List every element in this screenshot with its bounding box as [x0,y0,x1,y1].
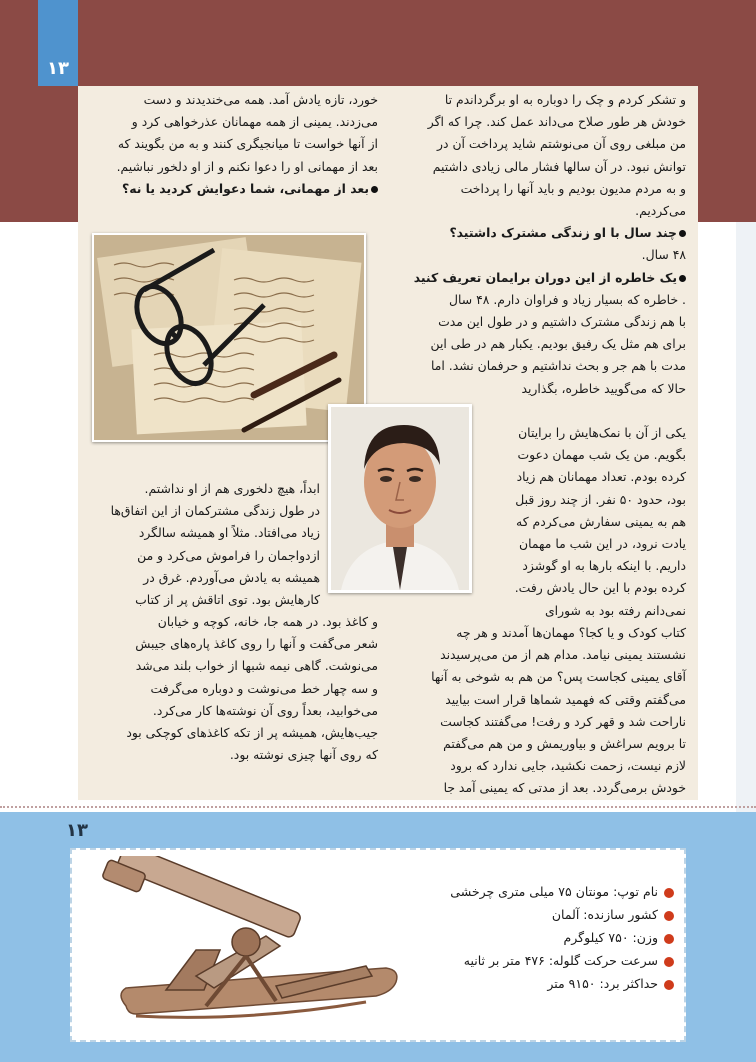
left-column-bottom [84,611,378,766]
text-line: و کاغذ بود. در همه جا، خانه، کوچه و خیابان [157,614,378,629]
left-column-mid [88,478,320,611]
text-line: یکی از آن با نمک‌هایش را برایتان [518,425,686,440]
text-line: می‌کردیم. [635,203,686,219]
spec-item [404,926,674,949]
text-line: جیب‌هایش، همیشه پر از تکه کاغذهای کوچکی بود [126,725,378,741]
left-column-top [84,89,378,200]
orange-circle-icon [664,911,674,921]
text-line: حالا که می‌گویید خاطره، بگذارید [521,380,686,396]
portrait-illustration [331,407,469,590]
right-column-bottom [392,622,686,800]
spec-item [404,972,674,995]
text-line: داریم. با اینکه بارها به او گوشزد [522,558,686,574]
question-2 [392,267,686,289]
page-number-bottom: ۱۳ [66,820,88,841]
text-line: یادت نرود، در این شب ما مهمان [519,536,686,552]
question-1 [392,222,686,244]
text-line: می‌گفتم وقتی که فهمید شماها قرار است بیایید [445,691,686,707]
text-line: در طول زندگی مشترکمان از این اتفاق‌ها [110,503,320,519]
spec-item [404,949,674,972]
text-line: بگویم. من یک شب مهمان دعوت [517,447,686,463]
right-edge-strip [736,222,756,822]
section-divider [0,806,756,808]
bullet-icon [679,275,686,282]
text-line: کارهایش بود. توی اتاقش پر از کتاب [135,592,320,608]
answer-1: ۴۸ سال. [641,247,686,263]
page-number-top: ۱۳ [47,58,69,79]
right-column-top [392,89,686,400]
text-line: می‌نوشت. گاهی نیمه شبها از خواب بلند می‌شد [135,658,378,674]
text-line: خودش هر طور صلاح می‌داند عمل کند. چرا که اگر [427,114,686,130]
text-line: توانش نبود. در آن سالها فشار مالی زیادی داشتیم [432,158,686,174]
text-line: می‌خوابید، بعداً روی آن نوشته‌ها کار می‌کرد. [152,702,378,718]
text-line: شعر می‌گفت و آنها را روی کاغذ پاره‌های جیبش [135,636,378,652]
text-line: و سه چهار خط می‌نوشت و دوباره می‌گرفت [150,680,378,696]
spec-text: حداکثر برد: ۹۱۵۰ متر [547,976,658,991]
text-line: ازدواجمان را فراموش می‌کرد و من [137,547,320,563]
orange-circle-icon [664,888,674,898]
text-line: هم به یمینی سفارش می‌کردم که [516,513,686,529]
cannon-illustration [96,856,400,1032]
text-line: . خاطره که بسیار زیاد و فراوان دارم. ۴۸ سال [448,291,686,307]
text-line: می‌زدند. یمینی از همه مهمانان عذرخواهی کرد و [131,114,378,130]
text-line: بود، حدود ۵۰ نفر. از چند روز قبل [515,491,686,507]
question-3 [84,178,378,200]
spec-item [404,903,674,926]
bullet-icon [679,230,686,237]
letters-glasses-illustration [94,235,364,440]
text-line: لازم نیست، زحمت نکشید، جایی ندارد که برود [450,758,686,774]
letters-glasses-photo [92,233,366,442]
text-line: نمی‌دانم رفته بود به شورای [544,602,686,618]
text-line: و تشکر کردم و چک را دوباره به او برگرداندم تا [444,92,686,107]
text-line: مدت با هم جر و بحث نداشتیم و حرفمان نشد. اما [430,358,686,374]
text-line: ناراحت شد و قهر کرد و رفت! می‌گفتند کجاست [440,713,686,729]
text-line: خورد، تازه یادش آمد. همه می‌خندیدند و دست [143,92,378,107]
text-line: نشستند یمینی نیامد. مدام هم از من می‌پرسیدند [440,647,686,663]
right-column-narrow [474,422,686,622]
text-line: که روی آنها چیزی نوشته بود. [229,747,378,763]
orange-circle-icon [664,934,674,944]
text-line: و به مردم مدیون بودیم و باید آنها را پرداخت [460,180,686,196]
spec-text: سرعت حرکت گلوله: ۴۷۶ متر بر ثانیه [463,953,658,968]
text-line: من مبلغی روی آن می‌نوشتم شاید پرداخت آن در [437,136,686,152]
spec-text: کشور سازنده: آلمان [551,907,658,922]
cannon-specs-list [404,880,674,995]
text-line: تا برویم سراغش و بیاوریمش و من هم می‌گفتم [443,736,686,752]
text-line: از آنها خواست تا میانجیگری کنند و به من بگویند که [117,136,378,152]
text-line: بعد از مهمانی او را دعوا نکنم و از او دلخور نباشیم. [116,158,378,174]
text-line: خودش برمی‌گردد. بعد از مدتی که یمینی آمد جا [443,780,686,796]
spec-text: نام توپ: مونتان ۷۵ میلی متری چرخشی [450,884,658,899]
text-line: کرده بودم با این حال یادش رفت. [514,580,686,596]
question-text: بعد از مهمانی، شما دعوایش کردید یا نه؟ [122,180,369,196]
question-text: چند سال با او زندگی مشترک داشتید؟ [449,225,677,241]
question-text: یک خاطره از این دوران برایمان تعریف کنید [413,269,677,285]
text-line: زیاد می‌افتاد. مثلاً او همیشه سالگرد [138,525,320,541]
spec-item [404,880,674,903]
text-line: با هم زندگی مشترک داشتیم و در طول این مدت [438,314,686,330]
text-line: کرده بودم. تعداد مهمانان هم زیاد [516,469,686,485]
text-line: همیشه به یادش می‌آوردم. غرق در [143,569,320,585]
text-line: آقای یمینی کجاست پس؟ من هم به شوخی به آنها [431,669,686,685]
author-portrait-photo [328,404,472,593]
text-line: کتاب کودک و یا کجا؟ مهمان‌ها آمدند و هر چه [456,625,686,640]
spec-text: وزن: ۷۵۰ کیلوگرم [563,930,658,945]
orange-circle-icon [664,957,674,967]
bullet-icon [371,186,378,193]
text-line: ابداً، هیچ دلخوری هم از او نداشتم. [144,481,320,496]
orange-circle-icon [664,980,674,990]
text-line: برای هم مثل یک رفیق بودیم. یکبار هم در طی این [430,336,686,352]
